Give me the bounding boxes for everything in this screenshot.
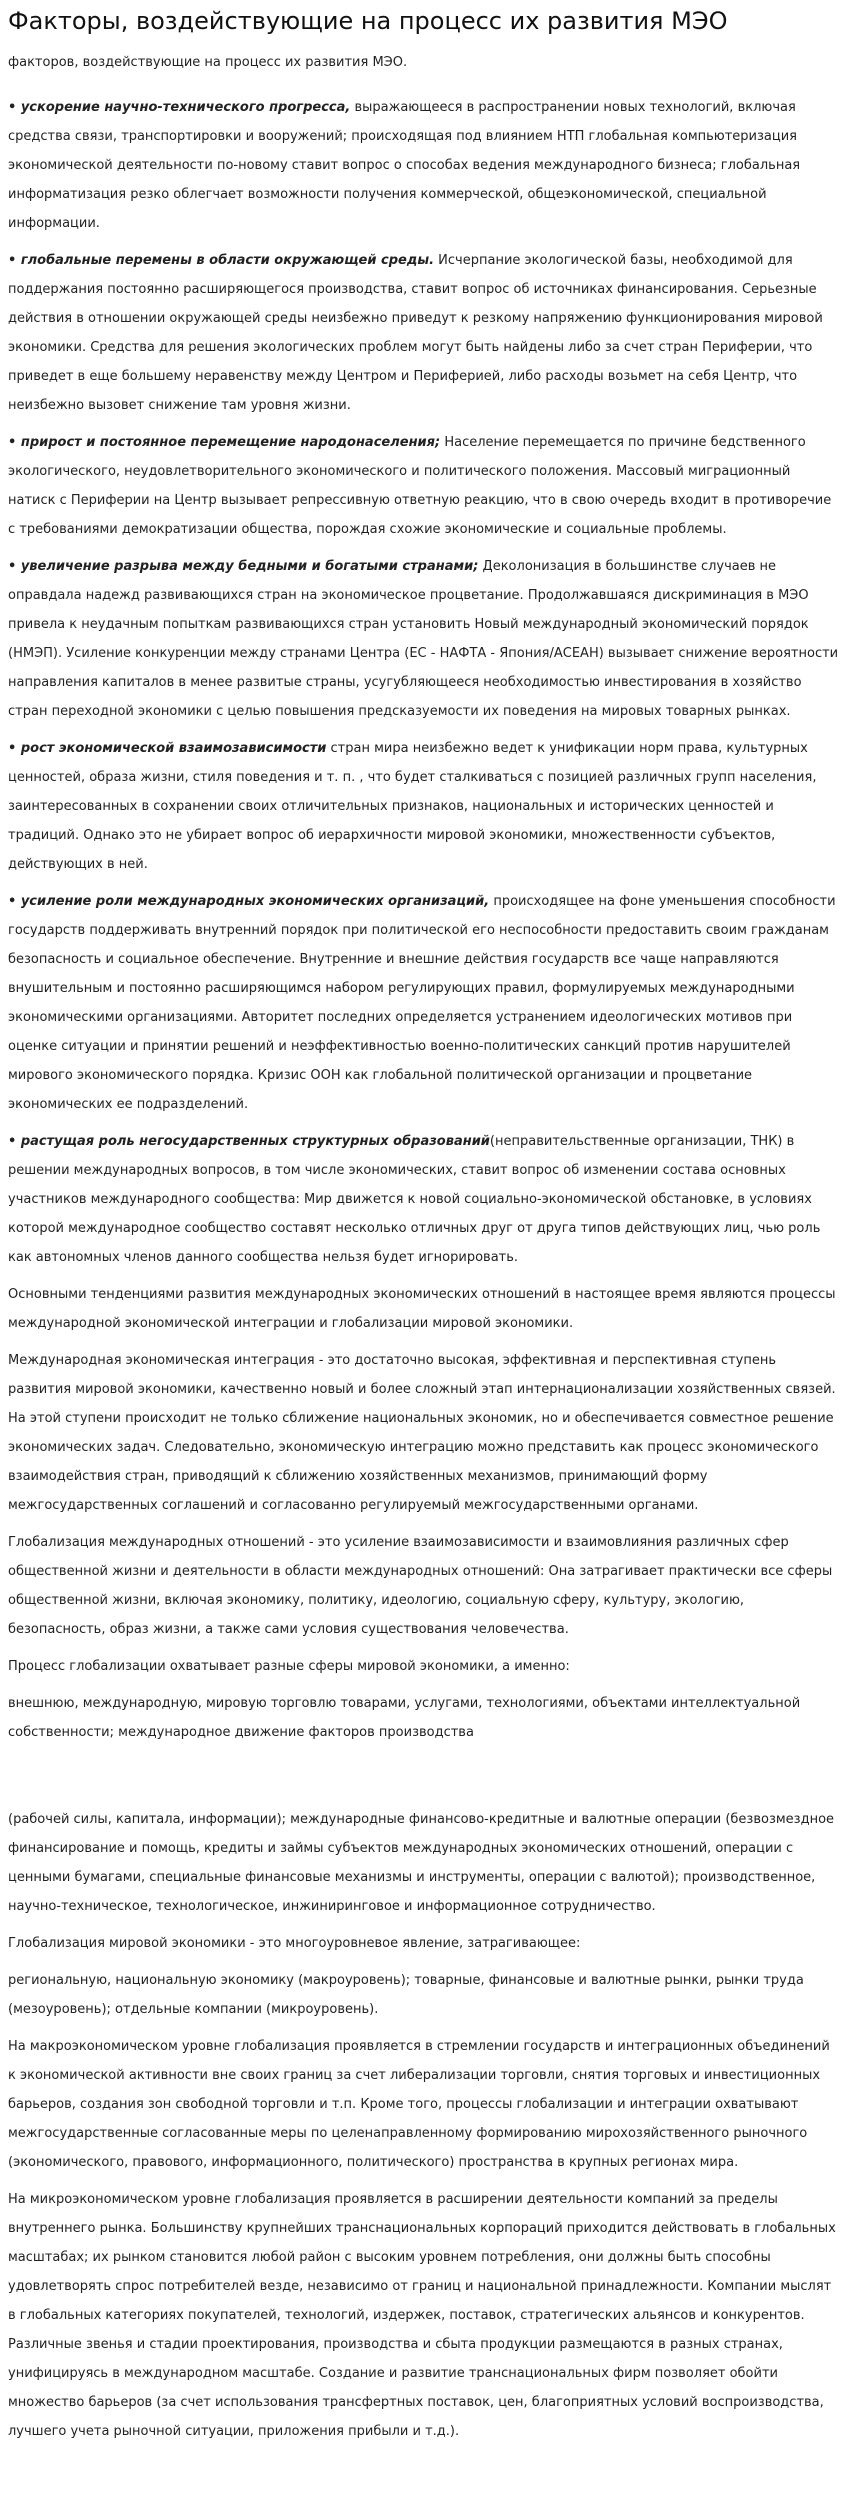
factor-heading: • рост экономической взаимозависимости (8, 741, 327, 756)
body-paragraph: На микроэкономическом уровне глобализация проявляется в расширении деятельности компаний за пределы внутреннего рынка. Большинству крупнейших транснациональных корпораций приходится действовать в глобальных масштабах; их рынком становится любой район с высоким уровнем потребления, они должны быть способны удовлетворять спрос потребителей везде, независимо от границ и национальной принадлежности. Компании мыслят в глобальных категориях покупателей, технологий, издержек, поставок, стратегических альянсов и конкурентов. Различные звенья и стадии проектирования, производства и сбыта продукции размещаются в разных странах, унифицируясь в международном масштабе. Создание и развитие транснациональных фирм позволяет обойти множество барьеров (за счет использования трансфертных поставок, цен, благоприятных условий воспроизводства, лучшего учета рыночной ситуации, приложения прибыли и т.д.). (8, 2192, 836, 2439)
factor-text: Население перемещается по причине бедственного экологического, неудовлетворительного экономического и политического положения. Массовый миграционный натиск с Периферии на Центр вызывает репрессивную ответную реакцию, что в свою очередь входит в противоречие с требованиями демократизации общества, порождая схожие экономические и социальные проблемы. (8, 435, 832, 537)
body-paragraph: Глобализация мировой экономики - это многоуровневое явление, затрагивающее: (8, 1936, 581, 1951)
factor-heading: • глобальные перемены в области окружающей среды. (8, 253, 435, 268)
factor-paragraph (8, 93, 839, 238)
factor-text: Исчерпание экологической базы, необходимой для поддержания постоянно расширяющегося производства, ставит вопрос об источниках финансирования. Серьезные действия в отношении окружающей среды неизбежно приведут к резкому напряжению функционирования мировой экономики. Средства для решения экологических проблем могут быть найдены либо за счет стран Периферии, что приведет в еще большему неравенству между Центром и Периферией, либо расходы возьмет на себя Центр, что неизбежно вызовет снижение там уровня жизни. (8, 253, 823, 413)
body-paragraph: внешнюю, международную, мировую торговлю товарами, услугами, технологиями, объектами интеллектуальной собственности; международное движение факторов производства (8, 1696, 801, 1740)
body-paragraph: Международная экономическая интеграция - это достаточно высокая, эффективная и перспективная ступень развития мировой экономики, качественно новый и более сложный этап интернационализации хозяйственных связей. На этой ступени происходит не только сближение национальных экономик, но и обеспечивается совместное решение экономических задач. Следовательно, экономическую интеграцию можно представить как процесс экономического взаимодействия стран, приводящий к сближению хозяйственных механизмов, принимающий форму межгосударственных соглашений и согласованно регулируемый межгосударственными органами. (8, 1353, 836, 1513)
factor-text: стран мира неизбежно ведет к унификации норм права, культурных ценностей, образа жизни, стиля поведения и т. п. , что будет сталкиваться с позицией различных групп населения, заинтересованных в сохранении своих отличительных признаков, национальных и исторических ценностей и традиций. Однако это не убирает вопрос об иерархичности мировой экономики, множественности субъектов, действующих в ней. (8, 741, 817, 872)
factor-heading: • увеличение разрыва между бедными и богатыми странами; (8, 559, 479, 574)
factor-paragraph (8, 1127, 839, 1272)
factor-heading: • усиление роли международных экономических организаций, (8, 894, 490, 909)
lead-text: факторов, воздействующие на процесс их развития МЭО. (8, 55, 408, 70)
factor-text: выражающееся в распространении новых технологий, включая средства связи, транспортировки и вооружений; происходящая под влиянием НТП глобальная компьютеризация экономической деятельности по-новому ставит вопрос о способах ведения международного бизнеса; глобальная информатизация резко облегчает возможности получения коммерческой, общеэкономической, специальной информации. (8, 100, 801, 231)
factor-heading: • ускорение научно-технического прогресса, (8, 100, 351, 115)
body-paragraph: (рабочей силы, капитала, информации); международные финансово-кредитные и валютные операции (безвозмездное финансирование и помощь, кредиты и займы субъектов международных экономических отношений, операции с ценными бумагами, специальные финансовые механизмы и инструменты, операции с валютой); производственное, научно-техническое, технологическое, инжиниринговое и информационное сотрудничество. (8, 1812, 835, 1914)
body-paragraph: Основными тенденциями развития международных экономических отношений в настоящее время являются процессы международной экономической интеграции и глобализации мировой экономики. (8, 1287, 836, 1331)
body-paragraph: Глобализация международных отношений - это усиление взаимозависимости и взаимовлияния различных сфер общественной жизни и деятельности в области международных отношений: Она затрагивает практически все сферы общественной жизни, включая экономику, политику, идеологию, социальную сферу, культуру, экологию, безопасность, образ жизни, а также сами условия существования человечества. (8, 1535, 833, 1637)
factor-paragraph (8, 552, 839, 726)
body-paragraph: Процесс глобализации охватывает разные сферы мировой экономики, а именно: (8, 1659, 570, 1674)
body-paragraph: На макроэкономическом уровне глобализация проявляется в стремлении государств и интеграционных объединений к экономической активности вне своих границ за счет либерализации торговли, снятия торговых и инвестиционных барьеров, создания зон свободной торговли и т.п. Кроме того, процессы глобализации и интеграции охватывают межгосударственные согласованные меры по целенаправленному формированию мирохозяйственного рыночного (экономического, правового, информационного, политического) пространства в крупных регионах мира. (8, 2039, 830, 2170)
blank-gap (8, 1755, 839, 1805)
factor-heading: • растущая роль негосударственных структурных образований (8, 1134, 490, 1149)
factor-paragraph (8, 246, 839, 420)
factor-text: происходящее на фоне уменьшения способности государств поддерживать внутренний порядок при политической его неспособности предоставить своим гражданам безопасность и социальное обеспечение. Внутренние и внешние действия государств все чаще направляются внушительным и постоянно расширяющимся набором регулирующих правил, формулируемых международными экономическими организациями. Авторитет последних определяется устранением идеологических мотивов при оценке ситуации и принятии решений и неэффективностью военно-политических санкций против нарушителей мирового экономического порядка. Кризис ООН как глобальной политической организации и процветание экономических ее подразделений. (8, 894, 836, 1112)
factor-text: Деколонизация в большинстве случаев не оправдала надежд развивающихся стран на экономическое процветание. Продолжавшаяся дискриминация в МЭО привела к неудачным попыткам развивающихся стран установить Новый международный экономический порядок (НМЭП). Усиление конкуренции между странами Центра (ЕС - НАФТА - Япония/АСЕАН) вызывает снижение вероятности направления капиталов в менее развитые страны, усугубляющееся необходимостью инвестирования в хозяйство стран переходной экономики с целью повышения предсказуемости их поведения на мировых товарных рынках. (8, 559, 839, 719)
factor-text: (неправительственные организации, ТНК) в решении международных вопросов, в том числе экономических, ставит вопрос об изменении состава основных участников международного сообщества: Мир движется к новой социально-экономической обстановке, в условиях которой международное сообщество составят несколько отличных друг от друга типов действующих лиц, чью роль как автономных членов данного сообщества нельзя будет игнорировать. (8, 1134, 821, 1265)
body-paragraph: региональную, национальную экономику (макроуровень); товарные, финансовые и валютные рынки, рынки труда (мезоуровень); отдельные компании (микроуровень). (8, 1973, 804, 2017)
factor-paragraph (8, 887, 839, 1119)
factor-paragraph (8, 734, 839, 879)
factor-paragraph (8, 428, 839, 544)
factor-heading: • прирост и постоянное перемещение народонаселения; (8, 435, 441, 450)
page-title: Факторы, воздействующие на процесс их развития МЭО (8, 7, 728, 35)
